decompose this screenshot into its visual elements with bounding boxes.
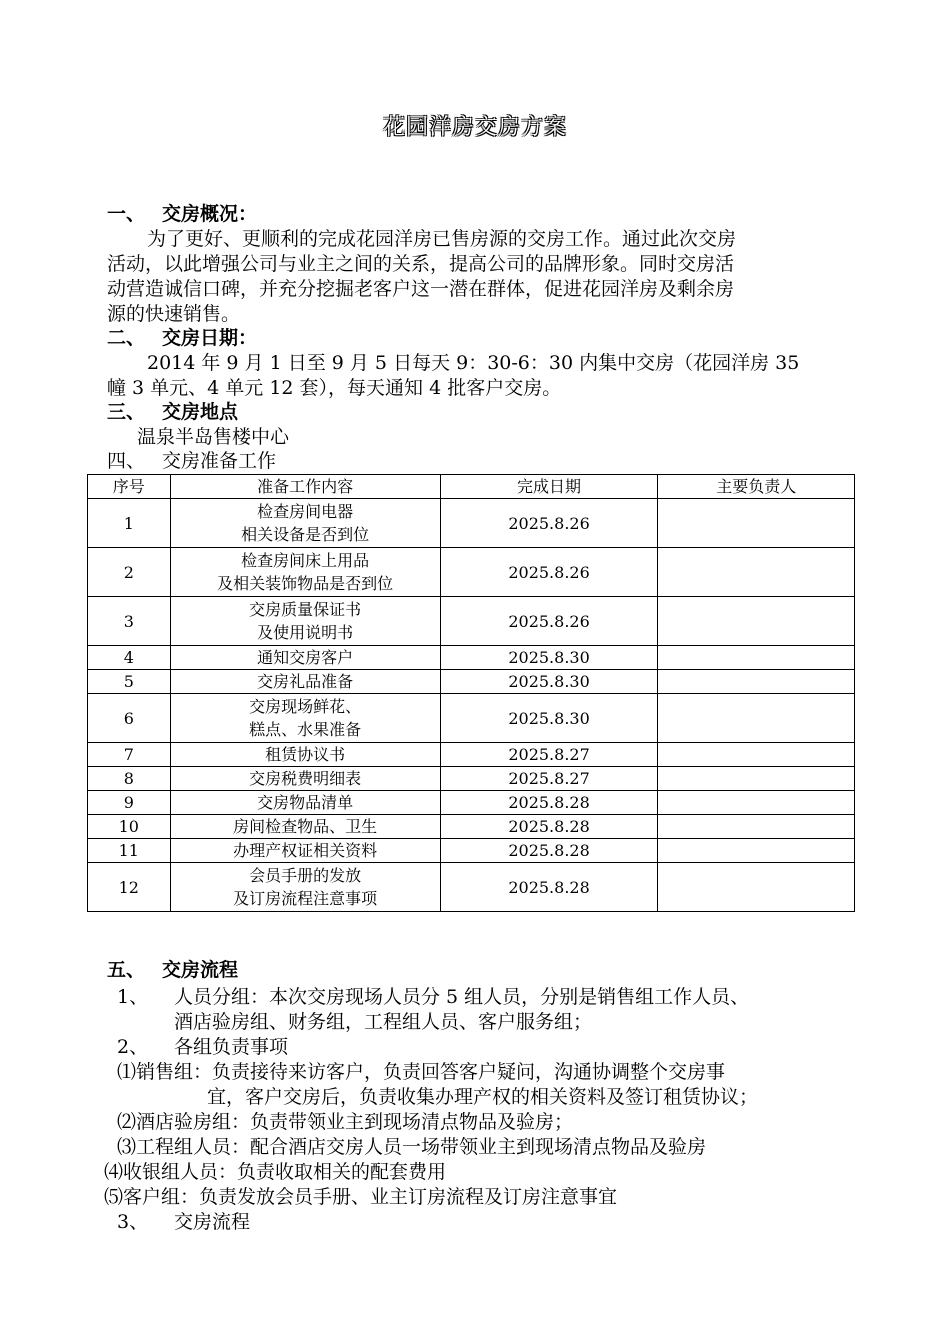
row-owner	[658, 791, 855, 815]
row-date: 2025.8.26	[440, 499, 658, 548]
table-row	[88, 815, 855, 839]
row-date: 2025.8.27	[440, 743, 658, 767]
row-no: 1	[88, 499, 171, 548]
task-line: 交房质量保证书	[249, 600, 362, 619]
row-owner	[658, 815, 855, 839]
header-no: 序号	[88, 475, 171, 499]
preparation-table	[87, 474, 855, 912]
row-no: 8	[88, 767, 171, 791]
table-row	[88, 839, 855, 863]
row-task	[170, 597, 440, 646]
header-owner: 主要负责人	[658, 475, 855, 499]
section-2-title: 交房日期：	[162, 327, 258, 349]
task-line: 糕点、水果准备	[249, 720, 362, 739]
step-2-number: 2、	[117, 1036, 149, 1058]
row-date: 2025.8.26	[440, 597, 658, 646]
section-4-number: 四、	[107, 450, 146, 472]
section-3-number: 三、	[107, 401, 146, 423]
table-row	[88, 548, 855, 597]
section-1-heading	[107, 202, 257, 227]
table-row	[88, 863, 855, 912]
row-date: 2025.8.30	[440, 646, 658, 670]
step-3-text: 交房流程	[174, 1211, 251, 1233]
step-2-text: 各组负责事项	[174, 1036, 289, 1058]
section-1-line-1: 为了更好、更顺利的完成花园洋房已售房源的交房工作。通过此次交房	[147, 228, 737, 250]
step-1-line-2: 酒店验房组、财务组，工程组人员、客户服务组；	[174, 1011, 593, 1033]
table-row	[88, 646, 855, 670]
group-2-text: ⑵酒店验房组：负责带领业主到现场清点物品及验房；	[117, 1111, 574, 1133]
row-no: 9	[88, 791, 171, 815]
row-date: 2025.8.30	[440, 694, 658, 743]
section-2-line-2: 幢 3 单元、4 单元 12 套），每天通知 4 批客户交房。	[107, 377, 562, 399]
row-no: 11	[88, 839, 171, 863]
table-row	[88, 499, 855, 548]
section-2-line-1: 2014 年 9 月 1 日至 9 月 5 日每天 9：30-6：30 内集中交房（花园洋房 35	[147, 352, 800, 374]
row-task	[170, 499, 440, 548]
group-1-line-2: 宜，客户交房后，负责收集办理产权的相关资料及签订租赁协议；	[207, 1086, 759, 1108]
row-no: 3	[88, 597, 171, 646]
section-2-number: 二、	[107, 327, 146, 349]
row-date: 2025.8.27	[440, 767, 658, 791]
section-1-number: 一、	[107, 203, 146, 225]
table-row	[88, 694, 855, 743]
row-owner	[658, 839, 855, 863]
row-task: 房间检查物品、卫生	[170, 815, 440, 839]
row-owner	[658, 863, 855, 912]
task-line: 检查房间床上用品	[241, 551, 370, 570]
header-task: 准备工作内容	[170, 475, 440, 499]
row-date: 2025.8.30	[440, 670, 658, 694]
section-5-number: 五、	[107, 959, 146, 981]
row-no: 7	[88, 743, 171, 767]
row-no: 6	[88, 694, 171, 743]
row-no: 12	[88, 863, 171, 912]
row-date: 2025.8.26	[440, 548, 658, 597]
row-owner	[658, 548, 855, 597]
task-line: 及订房流程注意事项	[233, 889, 378, 908]
section-4-heading	[107, 449, 276, 474]
task-line: 检查房间电器	[257, 502, 354, 521]
table-row	[88, 597, 855, 646]
task-line: 会员手册的发放	[249, 866, 362, 885]
table-row	[88, 767, 855, 791]
row-owner	[658, 597, 855, 646]
row-date: 2025.8.28	[440, 839, 658, 863]
row-no: 4	[88, 646, 171, 670]
group-5-text: ⑸客户组：负责发放会员手册、业主订房流程及订房注意事宜	[104, 1186, 618, 1208]
row-no: 5	[88, 670, 171, 694]
section-5-title: 交房流程	[162, 959, 239, 981]
group-3-text: ⑶工程组人员：配合酒店交房人员一场带领业主到现场清点物品及验房	[117, 1136, 707, 1158]
row-task	[170, 548, 440, 597]
table-header-row	[88, 475, 855, 499]
section-2-heading	[107, 326, 257, 351]
row-task: 办理产权证相关资料	[170, 839, 440, 863]
row-task: 租赁协议书	[170, 743, 440, 767]
step-1-number: 1、	[117, 986, 149, 1008]
table-row	[88, 670, 855, 694]
section-1-line-2: 活动，以此增强公司与业主之间的关系，提高公司的品牌形象。同时交房活	[107, 253, 735, 275]
row-task: 交房税费明细表	[170, 767, 440, 791]
section-1-title: 交房概况：	[162, 203, 258, 225]
task-line: 及使用说明书	[257, 623, 354, 642]
section-3-body: 温泉半岛售楼中心	[137, 426, 290, 448]
task-line: 及相关装饰物品是否到位	[217, 574, 394, 593]
row-owner	[658, 670, 855, 694]
row-no: 10	[88, 815, 171, 839]
row-no: 2	[88, 548, 171, 597]
task-line: 交房现场鲜花、	[249, 697, 362, 716]
section-1-line-3: 动营造诚信口碑，并充分挖掘老客户这一潜在群体，促进花园洋房及剩余房	[107, 278, 735, 300]
section-3-heading	[107, 400, 238, 425]
row-owner	[658, 767, 855, 791]
row-owner	[658, 499, 855, 548]
row-owner	[658, 646, 855, 670]
row-task	[170, 694, 440, 743]
header-date: 完成日期	[440, 475, 658, 499]
group-1-line-1: ⑴销售组：负责接待来访客户，负责回答客户疑问，沟通协调整个交房事	[117, 1061, 726, 1083]
row-owner	[658, 694, 855, 743]
section-5-heading	[107, 958, 238, 983]
row-date: 2025.8.28	[440, 863, 658, 912]
row-owner	[658, 743, 855, 767]
task-line: 相关设备是否到位	[241, 525, 370, 544]
section-4-title: 交房准备工作	[162, 450, 277, 472]
row-date: 2025.8.28	[440, 815, 658, 839]
step-3-number: 3、	[117, 1211, 149, 1233]
table-row	[88, 743, 855, 767]
section-1-line-4: 源的快速销售。	[107, 303, 241, 325]
group-4-text: ⑷收银组人员：负责收取相关的配套费用	[104, 1161, 447, 1183]
row-task: 交房物品清单	[170, 791, 440, 815]
row-task	[170, 863, 440, 912]
section-3-title: 交房地点	[162, 401, 239, 423]
row-date: 2025.8.28	[440, 791, 658, 815]
table-row	[88, 791, 855, 815]
row-task: 交房礼品准备	[170, 670, 440, 694]
step-1-line-1: 人员分组：本次交房现场人员分 5 组人员，分别是销售组工作人员、	[174, 986, 750, 1008]
document-title: 花园洋房交房方案	[382, 115, 567, 140]
row-task: 通知交房客户	[170, 646, 440, 670]
